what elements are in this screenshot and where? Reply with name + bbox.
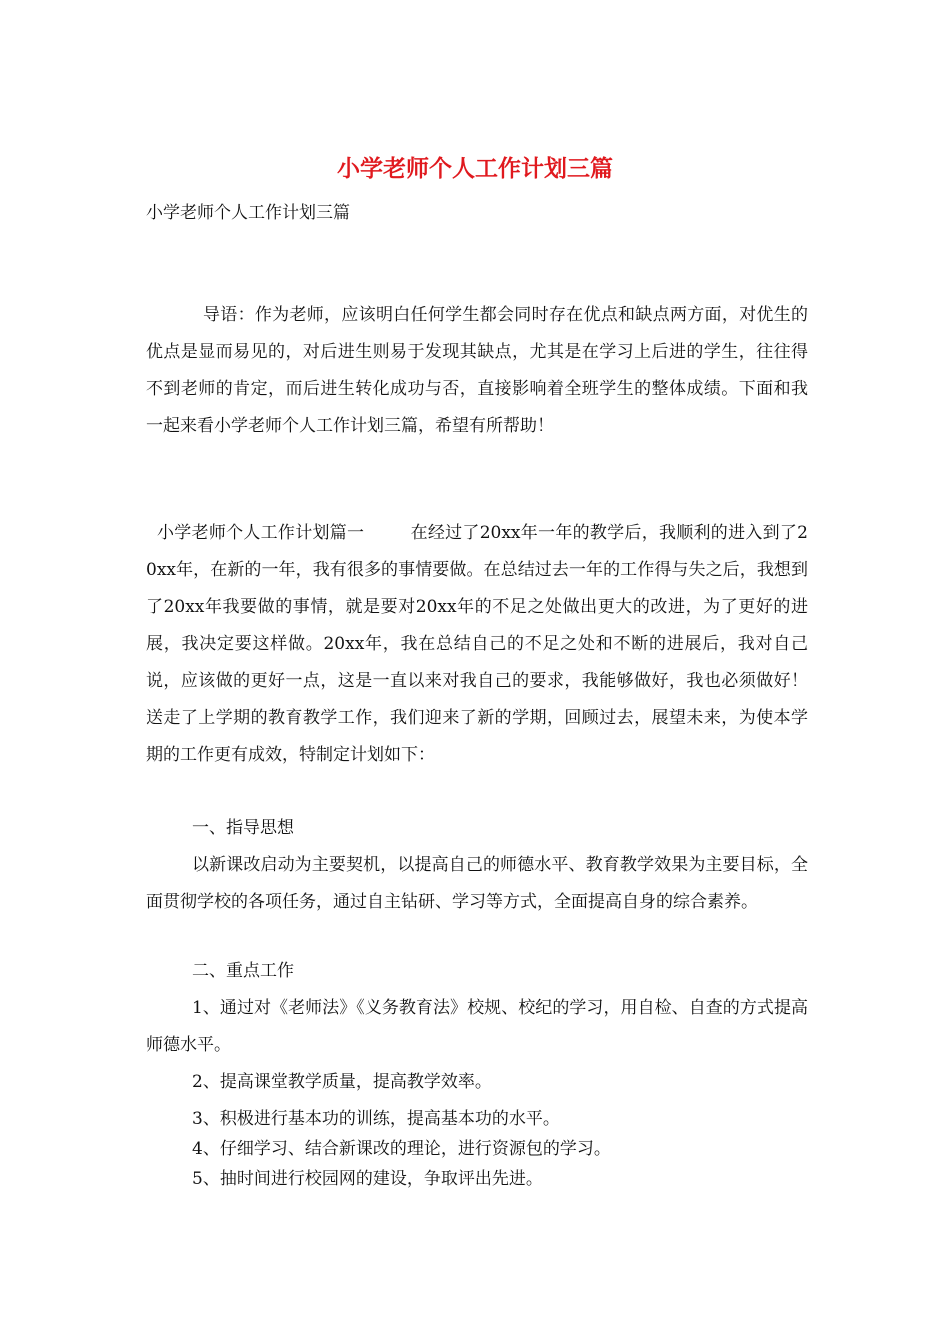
key-work-item-1: 1、通过对《老师法》《义务教育法》校规、校纪的学习，用自检、自查的方式提高师德水平。	[146, 998, 808, 1055]
section1-heading: 小学老师个人工作计划篇一	[157, 523, 365, 543]
heading-key-work: 二、重点工作	[192, 961, 294, 981]
intro-paragraph: 导语：作为老师，应该明白任何学生都会同时存在优点和缺点两方面，对优生的优点是显而易见的，对后进生则易于发现其缺点，尤其是在学习上后进的学生，往往得不到老师的肯定，而后进生转化成功与否，直接影响着全班学生的整体成绩。下面和我一起来看小学老师个人工作计划三篇，希望有所帮助！	[146, 305, 808, 436]
key-work-item-3: 3、积极进行基本功的训练，提高基本功的水平。	[192, 1109, 560, 1129]
key-work-item-4: 4、仔细学习、结合新课改的理论，进行资源包的学习。	[192, 1139, 611, 1159]
section1-paragraph	[146, 515, 808, 774]
document-title: 小学老师个人工作计划三篇	[337, 155, 613, 182]
section1-text: 在经过了20xx年一年的教学后，我顺利的进入到了20xx年，在新的一年，我有很多的事情要做。在总结过去一年的工作得与失之后，我想到了20xx年我要做的事情，就是要对20xx年的不足之处做出更大的改进，为了更好的进展，我决定要这样做。20xx年，我在总结自己的不足之处和不断的进展后，我对自己说，应该做的更好一点，这是一直以来对我自己的要求，我能够做好，我也必须做好！送走了上学期的教育教学工作，我们迎来了新的学期，回顾过去，展望未来，为使本学期的工作更有成效，特制定计划如下：	[146, 523, 809, 765]
document-subtitle: 小学老师个人工作计划三篇	[146, 203, 350, 223]
key-work-item-5: 5、抽时间进行校园网的建设，争取评出先进。	[192, 1169, 543, 1189]
key-work-item-2: 2、提高课堂教学质量，提高教学效率。	[192, 1072, 492, 1092]
heading-guiding-thought: 一、指导思想	[192, 818, 294, 838]
guiding-thought-paragraph: 以新课改启动为主要契机，以提高自己的师德水平、教育教学效果为主要目标，全面贯彻学校的各项任务，通过自主钻研、学习等方式，全面提高自身的综合素养。	[146, 855, 808, 912]
